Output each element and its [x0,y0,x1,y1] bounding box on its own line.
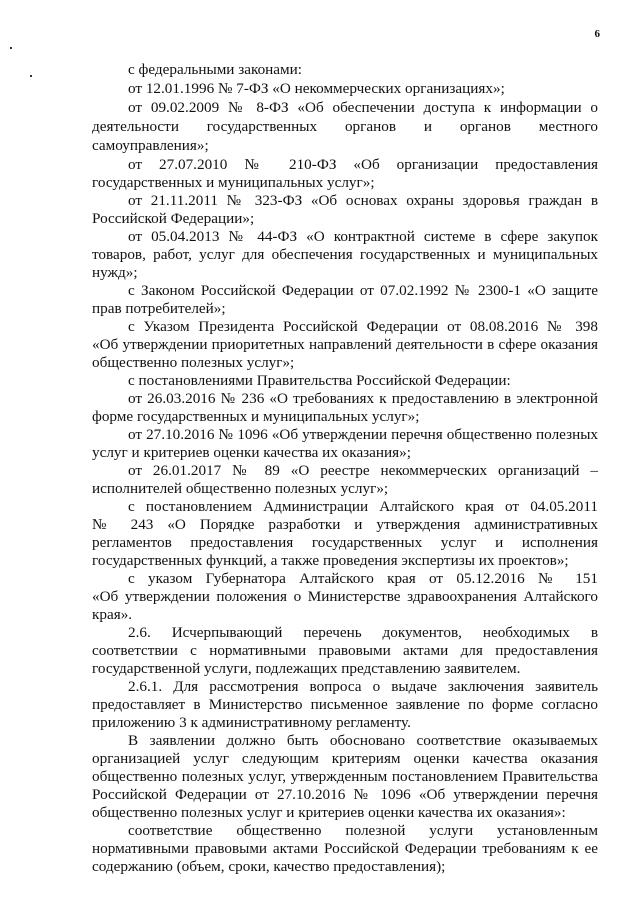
text-line: от 27.10.2016 № 1096 «Об утверждении перечня общественно полезных [128,426,598,443]
text-line: соответствии с нормативными правовыми актами для предоставления [92,642,598,659]
text-line: регламентов предоставления государственных услуг и исполнения [92,534,598,551]
text-line: государственной услуги, подлежащих представлению заявителем. [92,660,521,677]
text-line: соответствие общественно полезной услуги установленным [128,822,598,839]
scan-speck [10,47,12,49]
text-line: от 05.04.2013 № 44-ФЗ «О контрактной системе в сфере закупок [128,228,598,245]
text-line: Российской Федерации от 27.10.2016 № 1096 «Об утверждении перечня [92,786,598,803]
text-line: с постановлениями Правительства Российской Федерации: [128,372,511,389]
text-line: от 12.01.1996 № 7-ФЗ «О некоммерческих организациях»; [128,80,505,97]
text-line: приложению 3 к административному регламенту. [92,714,411,731]
text-line: прав потребителей»; [92,300,226,317]
text-line: от 26.01.2017 № 89 «О реестре некоммерческих организаций – [128,462,598,479]
text-line: государственных функций, а также проведения экспертизы их проектов»; [92,552,569,569]
text-line: содержанию (объем, сроки, качество предоставления); [92,858,446,875]
text-line: деятельности государственных органов и органов местного [92,118,598,135]
text-line: В заявлении должно быть обосновано соответствие оказываемых [128,732,598,749]
text-line: с федеральными законами: [128,61,302,78]
text-line: предоставляет в Министерство письменное заявление по форме согласно [92,696,598,713]
text-line: организацией услуг следующим критериям оценки качества оказания [92,750,598,767]
text-line: с указом Губернатора Алтайского края от 05.12.2016 № 151 [128,570,598,587]
text-line: форме государственных и муниципальных услуг»; [92,408,420,425]
text-line: от 26.03.2016 № 236 «О требованиях к предоставлению в электронной [128,390,598,407]
text-line: общественно полезных услуг»; [92,354,295,371]
text-line: «Об утверждении приоритетных направлений деятельности в сфере оказания [92,336,598,353]
text-line: нужд»; [92,264,138,281]
page-number: 6 [594,28,600,40]
text-line: нормативными правовыми актами Российской Федерации требованиям к ее [92,840,598,857]
text-line: от 27.07.2010 № 210-ФЗ «Об организации предоставления [128,156,598,173]
text-line: товаров, работ, услуг для обеспечения государственных и муниципальных [92,246,598,263]
scan-speck [30,75,32,77]
text-line: № 243 «О Порядке разработки и утверждения административных [92,516,598,533]
text-line: с постановлением Администрации Алтайского края от 04.05.2011 [128,498,598,515]
text-line: самоуправления»; [92,137,209,154]
text-line: с Законом Российской Федерации от 07.02.1992 № 2300-1 «О защите [128,282,598,299]
text-line: общественно полезных услуг, утвержденным постановлением Правительства [92,768,598,785]
text-line: от 09.02.2009 № 8-ФЗ «Об обеспечении доступа к информации о [128,99,598,116]
text-line: государственных и муниципальных услуг»; [92,174,375,191]
text-line: Российской Федерации»; [92,210,255,227]
section-heading-2-6-1: 2.6.1. Для рассмотрения вопроса о выдаче заключения заявитель [128,678,598,695]
text-line: края». [92,606,133,623]
text-line: общественно полезных услуг и критериев оценки качества их оказания»: [92,804,566,821]
text-line: с Указом Президента Российской Федерации от 08.08.2016 № 398 [128,318,598,335]
text-line: «Об утверждении положения о Министерстве здравоохранения Алтайского [92,588,598,605]
text-line: от 21.11.2011 № 323-ФЗ «Об основах охраны здоровья граждан в [128,192,598,209]
section-heading-2-6: 2.6. Исчерпывающий перечень документов, необходимых в [128,624,598,641]
text-line: исполнителей общественно полезных услуг»; [92,480,389,497]
text-line: услуг и критериев оценки качества их оказания»; [92,444,411,461]
